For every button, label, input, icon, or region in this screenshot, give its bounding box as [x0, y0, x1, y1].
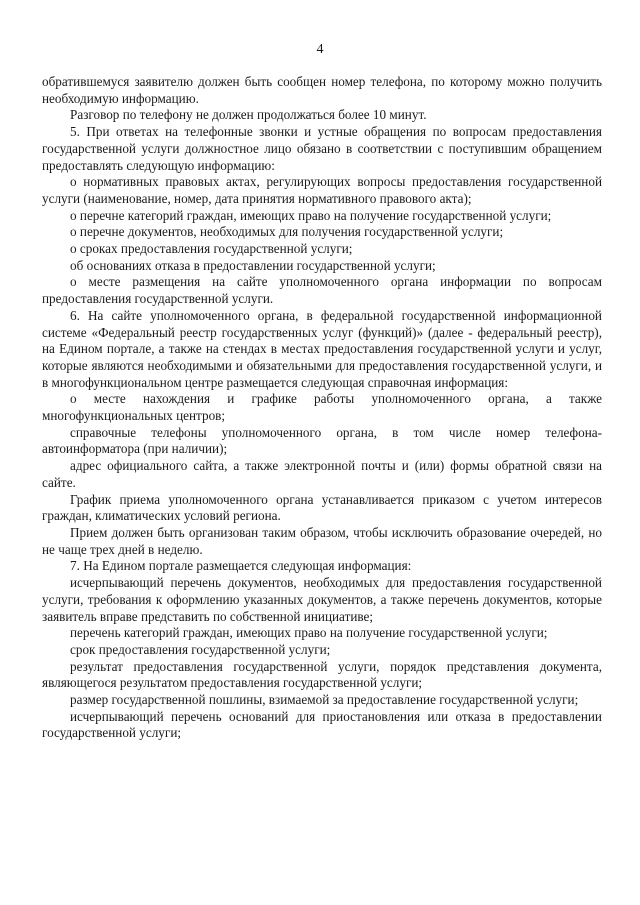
paragraph: График приема уполномоченного органа устанавливается приказом с учетом интересов граждан, климатических условий региона.: [42, 491, 602, 524]
paragraph: о сроках предоставления государственной услуги;: [70, 241, 353, 257]
paragraph: исчерпывающий перечень документов, необходимых для предоставления государственной услуги, требования к оформлению указанных документов, а также перечень документов, которые заявитель вправе представить по собственной инициативе;: [42, 575, 602, 624]
paragraph: справочные телефоны уполномоченного органа, в том числе номер телефона-автоинформатора (при наличии);: [42, 424, 602, 457]
paragraph: 6. На сайте уполномоченного органа, в федеральной государственной информационной системе «Федеральный реестр государственных услуг (функций)» (далее - федеральный реестр), на Едином портале, а также на стендах в местах предоставления государственной услуги и услуг, которые являются необходимыми и обязательными для предоставления государственной услуги, и в многофункциональном центре размещается следующая справочная информация:: [42, 307, 602, 390]
paragraph: об основаниях отказа в предоставлении государственной услуги;: [70, 257, 436, 273]
document-body: [42, 74, 602, 742]
paragraph: результат предоставления государственной услуги, порядок представления документа, являющегося результатом предоставления государственной услуги;: [42, 658, 602, 691]
paragraph: о месте нахождения и графике работы уполномоченного органа, а также многофункциональных центров;: [42, 391, 602, 424]
paragraph: перечень категорий граждан, имеющих право на получение государственной услуги;: [70, 625, 548, 641]
paragraph: срок предоставления государственной услуги;: [70, 641, 331, 657]
paragraph: 7. На Едином портале размещается следующая информация:: [70, 558, 412, 574]
paragraph: адрес официального сайта, а также электронной почты и (или) формы обратной связи на сайте.: [42, 458, 602, 490]
paragraph: исчерпывающий перечень оснований для приостановления или отказа в предоставлении государственной услуги;: [42, 708, 602, 741]
paragraph: о месте размещения на сайте уполномоченного органа информации по вопросам предоставления государственной услуги.: [42, 274, 602, 307]
paragraph: о нормативных правовых актах, регулирующих вопросы предоставления государственной услуги (наименование, номер, дата принятия нормативного правового акта);: [42, 174, 602, 206]
paragraph: Прием должен быть организован таким образом, чтобы исключить образование очередей, но не чаще трех дней в неделю.: [42, 524, 602, 557]
paragraph: 5. При ответах на телефонные звонки и устные обращения по вопросам предоставления государственной услуги должностное лицо обязано в соответствии с поступившим обращением предоставлять следующую информацию:: [42, 124, 602, 173]
paragraph: обратившемуся заявителю должен быть сообщен номер телефона, по которому можно получить необходимую информацию.: [42, 74, 602, 106]
paragraph: Разговор по телефону не должен продолжаться более 10 минут.: [70, 107, 427, 123]
paragraph: размер государственной пошлины, взимаемой за предоставление государственной услуги;: [70, 692, 579, 708]
paragraph: о перечне категорий граждан, имеющих право на получение государственной услуги;: [70, 207, 552, 223]
page-number: 4: [316, 42, 324, 57]
paragraph: о перечне документов, необходимых для получения государственной услуги;: [70, 224, 504, 240]
